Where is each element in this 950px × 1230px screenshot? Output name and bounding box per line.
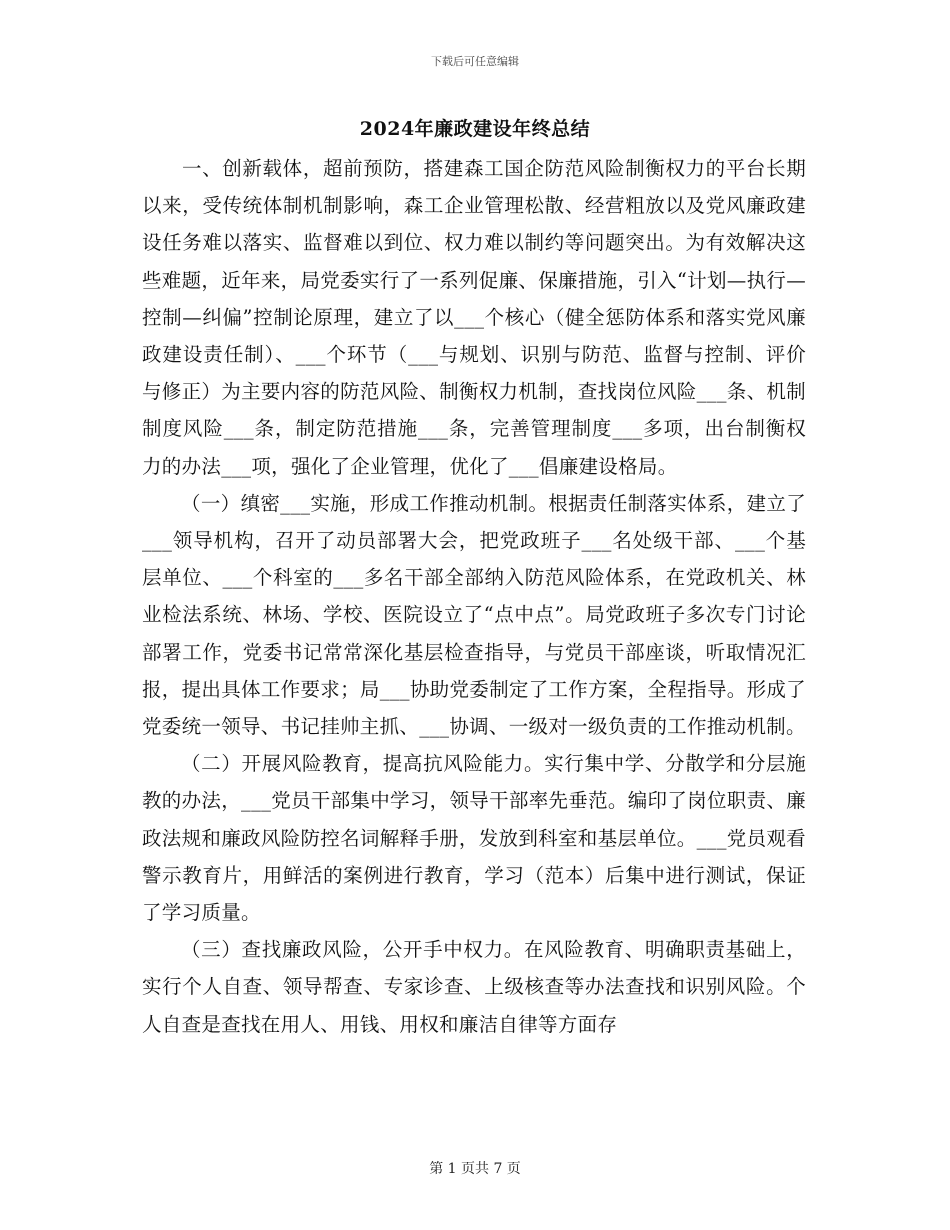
paragraph-section-1: （一）缜密___实施，形成工作推动机制。根据责任制落实体系，建立了___领导机构，召开了动员部署大会，把党政班子___名处级干部、___个基层单位、___个科室的___多名干部全部纳入防范风险体系，在党政机关、林业检法系统、林场、学校、医院设立了“点中点”。局党政班子多次专门讨论部署工作，党委书记常常深化基层检查指导，与党员干部座谈，听取情况汇报，提出具体工作要求；局___协助党委制定了工作方案，全程指导。形成了党委统一领导、书记挂帅主抓、___协调、一级对一级负责的工作推动机制。	[142, 491, 806, 739]
document-body	[142, 150, 806, 1043]
paragraph-section-2: （二）开展风险教育，提高抗风险能力。实行集中学、分散学和分层施教的办法，___党员干部集中学习，领导干部率先垂范。编印了岗位职责、廉政法规和廉政风险防控名词解释手册，发放到科室和基层单位。___党员观看警示教育片，用鲜活的案例进行教育，学习（范本）后集中进行测试，保证了学习质量。	[142, 752, 806, 925]
page-footer: 第 1 页共 7 页	[429, 1161, 521, 1177]
header-note: 下载后可任意编辑	[431, 55, 519, 68]
paragraph-intro: 一、创新载体，超前预防，搭建森工国企防范风险制衡权力的平台长期以来，受传统体制机制影响，森工企业管理松散、经营粗放以及党风廉政建设任务难以落实、监督难以到位、权力难以制约等问题突出。为有效解决这些难题，近年来，局党委实行了一系列促廉、保廉措施，引入“计划—执行—控制—纠偏”控制论原理，建立了以___个核心（健全惩防体系和落实党风廉政建设责任制）、___个环节（___与规划、识别与防范、监督与控制、评价与修正）为主要内容的防范风险、制衡权力机制，查找岗位风险___条、机制制度风险___条，制定防范措施___条，完善管理制度___多项，出台制衡权力的办法___项，强化了企业管理，优化了___倡廉建设格局。	[142, 157, 806, 478]
paragraph-section-3: （三）查找廉政风险，公开手中权力。在风险教育、明确职责基础上，实行个人自查、领导帮查、专家诊查、上级核查等办法查找和识别风险。个人自查是查找在用人、用钱、用权和廉洁自律等方面存	[142, 938, 806, 1036]
document-title: 2024年廉政建设年终总结	[359, 118, 591, 140]
